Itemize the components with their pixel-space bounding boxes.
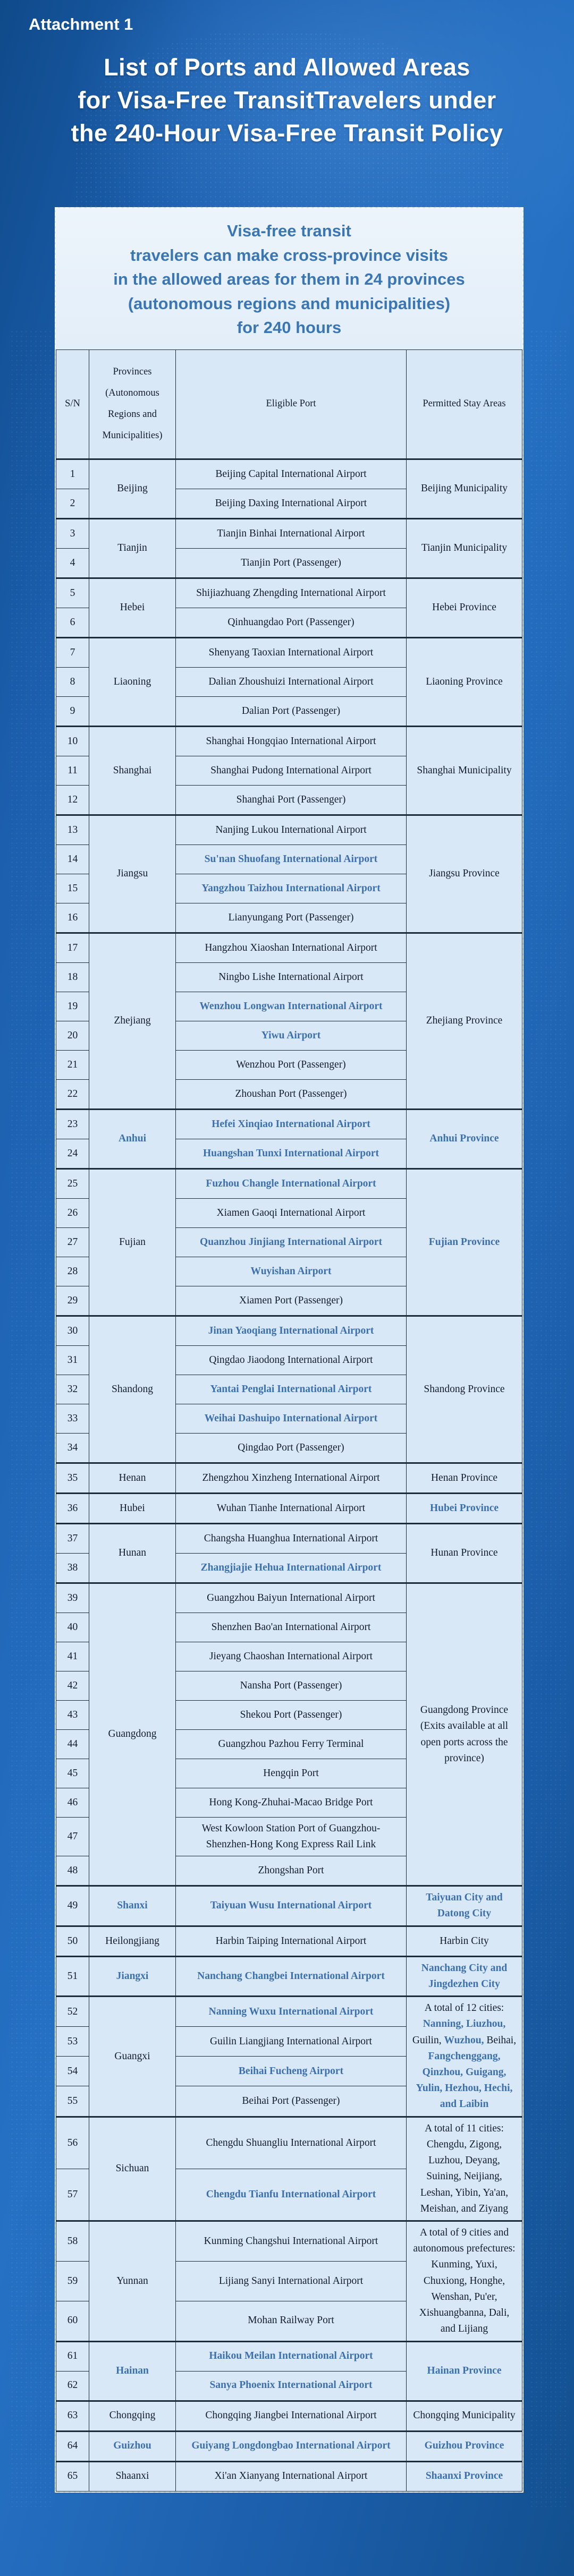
stay-segment: Wuzhou,	[444, 2034, 487, 2046]
port-cell: Guangzhou Baiyun International Airport	[176, 1583, 407, 1613]
sn-cell: 59	[56, 2261, 89, 2301]
port-cell: Nanchang Changbei International Airport	[176, 1956, 407, 1996]
sn-cell: 36	[56, 1493, 89, 1523]
table-body	[56, 459, 522, 2491]
port-cell: Beijing Capital International Airport	[176, 459, 407, 489]
stay-cell	[407, 1583, 522, 1886]
subtitle-block	[56, 208, 522, 349]
page-title-line-2: for Visa-Free TransitTravelers under	[78, 87, 496, 114]
port-cell: Dalian Port (Passenger)	[176, 696, 407, 726]
stay-cell	[407, 2461, 522, 2491]
table-row	[56, 2341, 522, 2371]
stay-segment: Anhui Province	[429, 1133, 499, 1145]
sn-cell: 9	[56, 696, 89, 726]
subtitle-line-1: Visa-free transit	[227, 221, 351, 240]
sn-cell: 31	[56, 1345, 89, 1375]
port-cell: Xiamen Gaoqi International Airport	[176, 1198, 407, 1227]
sn-cell: 5	[56, 578, 89, 608]
port-cell: Jieyang Chaoshan International Airport	[176, 1642, 407, 1671]
province-cell: Hunan	[89, 1523, 176, 1583]
sn-cell: 12	[56, 785, 89, 815]
stay-segment: Jiangsu Province	[429, 868, 500, 880]
port-cell: Beihai Port (Passenger)	[176, 2086, 407, 2117]
sn-cell: 32	[56, 1375, 89, 1404]
table-row	[56, 1956, 522, 1996]
attachment-label: Attachment 1	[29, 15, 133, 33]
stay-segment: Fangchenggang,	[428, 2050, 501, 2062]
port-cell: Chengdu Shuangliu International Airport	[176, 2117, 407, 2169]
table-row	[56, 1463, 522, 1493]
sn-cell: 25	[56, 1168, 89, 1198]
province-cell: Sichuan	[89, 2117, 176, 2221]
stay-segment: Guangdong Province (Exits available at all open ports across the province)	[420, 1704, 509, 1764]
table-row	[56, 815, 522, 845]
table-row	[56, 2401, 522, 2431]
sn-cell: 10	[56, 726, 89, 756]
sn-cell: 58	[56, 2221, 89, 2261]
stay-cell	[407, 1997, 522, 2117]
port-cell: Shanghai Hongqiao International Airport	[176, 726, 407, 756]
page-title	[0, 51, 574, 150]
sn-cell: 40	[56, 1613, 89, 1642]
sn-cell: 11	[56, 756, 89, 785]
port-cell: Chengdu Tianfu International Airport	[176, 2169, 407, 2221]
stay-segment: Nanchang City and Jingdezhen City	[421, 1962, 508, 1990]
stay-segment: Guizhou Province	[424, 2440, 504, 2452]
port-cell: Beijing Daxing International Airport	[176, 489, 407, 518]
sn-cell: 62	[56, 2371, 89, 2401]
stay-segment: Taiyuan City and Datong City	[426, 1892, 503, 1920]
stay-cell	[407, 1886, 522, 1926]
stay-cell	[407, 1956, 522, 1996]
port-cell: Dalian Zhoushuizi International Airport	[176, 667, 407, 696]
port-cell: Zhongshan Port	[176, 1856, 407, 1886]
stay-segment: Shandong Province	[424, 1383, 505, 1395]
province-cell: Jiangxi	[89, 1956, 176, 1996]
port-cell: Zhoushan Port (Passenger)	[176, 1079, 407, 1109]
province-cell: Heilongjiang	[89, 1926, 176, 1956]
port-cell: Zhengzhou Xinzheng International Airport	[176, 1463, 407, 1493]
stay-segment: Hainan Province	[427, 2365, 502, 2376]
province-cell: Hubei	[89, 1493, 176, 1523]
port-cell: Wenzhou Port (Passenger)	[176, 1050, 407, 1079]
sn-cell: 44	[56, 1729, 89, 1759]
port-cell: Fuzhou Changle International Airport	[176, 1168, 407, 1198]
province-cell: Guangxi	[89, 1997, 176, 2117]
sn-cell: 47	[56, 1817, 89, 1856]
table-row	[56, 1109, 522, 1139]
stay-segment: A total of 9 cities and autonomous prefectures: Kunming, Yuxi, Chuxiong, Honghe, Wenshan, Pu'er, Xishuangbanna, Dali, and Lijiang	[413, 2227, 516, 2335]
sn-cell: 16	[56, 903, 89, 933]
sn-cell: 2	[56, 489, 89, 518]
port-cell: Nanning Wuxu International Airport	[176, 1997, 407, 2027]
port-cell: Hengqin Port	[176, 1759, 407, 1788]
province-cell: Anhui	[89, 1109, 176, 1168]
sn-cell: 45	[56, 1759, 89, 1788]
sn-cell: 26	[56, 1198, 89, 1227]
table-row	[56, 2117, 522, 2169]
stay-segment: Liaoning Province	[426, 676, 503, 687]
port-cell: Nansha Port (Passenger)	[176, 1671, 407, 1700]
column-header-sn: S/N	[56, 349, 89, 459]
port-cell: Tianjin Binhai International Airport	[176, 518, 407, 548]
province-cell: Hebei	[89, 578, 176, 637]
sn-cell: 30	[56, 1316, 89, 1345]
port-cell: Qinhuangdao Port (Passenger)	[176, 608, 407, 637]
port-cell: Weihai Dashuipo International Airport	[176, 1404, 407, 1433]
sn-cell: 3	[56, 518, 89, 548]
port-cell: Chongqing Jiangbei International Airport	[176, 2401, 407, 2431]
stay-cell	[407, 2117, 522, 2221]
sn-cell: 55	[56, 2086, 89, 2117]
province-cell: Yunnan	[89, 2221, 176, 2341]
port-cell: Yantai Penglai International Airport	[176, 1375, 407, 1404]
port-cell: Xi'an Xianyang International Airport	[176, 2461, 407, 2491]
sn-cell: 43	[56, 1700, 89, 1729]
sn-cell: 46	[56, 1788, 89, 1817]
sn-cell: 50	[56, 1926, 89, 1956]
province-cell: Shanghai	[89, 726, 176, 815]
sn-cell: 49	[56, 1886, 89, 1926]
stay-segment: Liuzhou,	[466, 2018, 506, 2030]
port-cell: Wuhan Tianhe International Airport	[176, 1493, 407, 1523]
stay-cell	[407, 1316, 522, 1463]
province-cell: Chongqing	[89, 2401, 176, 2431]
port-cell: Tianjin Port (Passenger)	[176, 548, 407, 578]
sn-cell: 63	[56, 2401, 89, 2431]
port-cell: Shanghai Pudong International Airport	[176, 756, 407, 785]
sn-cell: 56	[56, 2117, 89, 2169]
province-cell: Tianjin	[89, 518, 176, 578]
sn-cell: 8	[56, 667, 89, 696]
sn-cell: 14	[56, 845, 89, 874]
table-row	[56, 578, 522, 608]
subtitle-line-5: for 240 hours	[237, 318, 342, 337]
sn-cell: 34	[56, 1433, 89, 1463]
port-cell: Yiwu Airport	[176, 1021, 407, 1050]
province-cell: Zhejiang	[89, 933, 176, 1109]
stay-segment: Nanning,	[423, 2018, 467, 2030]
table-row	[56, 1926, 522, 1956]
sn-cell: 51	[56, 1956, 89, 1996]
table-row	[56, 726, 522, 756]
sn-cell: 23	[56, 1109, 89, 1139]
table-row	[56, 1886, 522, 1926]
province-cell: Guizhou	[89, 2431, 176, 2461]
table-row	[56, 1583, 522, 1613]
port-cell: Guilin Liangjiang International Airport	[176, 2027, 407, 2057]
table-header-row	[56, 349, 522, 459]
stay-cell	[407, 1109, 522, 1168]
stay-segment: Beijing Municipality	[420, 483, 508, 494]
sn-cell: 19	[56, 992, 89, 1021]
table-row	[56, 1316, 522, 1345]
sn-cell: 7	[56, 637, 89, 667]
province-cell: Shandong	[89, 1316, 176, 1463]
sn-cell: 29	[56, 1286, 89, 1316]
sn-cell: 35	[56, 1463, 89, 1493]
stay-segment: Qinzhou,	[422, 2067, 466, 2078]
sn-cell: 64	[56, 2431, 89, 2461]
stay-segment: and Laibin	[440, 2099, 489, 2110]
table-row	[56, 1168, 522, 1198]
port-cell: Wuyishan Airport	[176, 1257, 407, 1286]
subtitle-line-3: in the allowed areas for them in 24 provinces	[113, 270, 465, 289]
stay-cell	[407, 2401, 522, 2431]
subtitle-line-4: (autonomous regions and municipalities)	[128, 294, 451, 313]
port-cell: Beihai Fucheng Airport	[176, 2057, 407, 2086]
stay-segment: Hunan Province	[430, 1547, 498, 1559]
port-cell: Mohan Railway Port	[176, 2301, 407, 2341]
sn-cell: 15	[56, 874, 89, 903]
province-cell: Jiangsu	[89, 815, 176, 933]
stay-segment: A total of 11 cities: Chengdu, Zigong, Luzhou, Deyang, Suining, Neijiang, Leshan, Yibin, Ya'an, Meishan, and Ziyang	[420, 2122, 509, 2214]
stay-segment: Shanghai Municipality	[417, 764, 512, 776]
stay-cell	[407, 815, 522, 933]
port-cell: Lijiang Sanyi International Airport	[176, 2261, 407, 2301]
port-cell: Shanghai Port (Passenger)	[176, 785, 407, 815]
port-cell: Zhangjiajie Hehua International Airport	[176, 1553, 407, 1583]
sn-cell: 38	[56, 1553, 89, 1583]
port-cell: Shenzhen Bao'an International Airport	[176, 1613, 407, 1642]
port-cell: Quanzhou Jinjiang International Airport	[176, 1227, 407, 1257]
stay-segment: Guilin,	[412, 2034, 444, 2046]
stay-cell	[407, 2341, 522, 2401]
sn-cell: 6	[56, 608, 89, 637]
sn-cell: 39	[56, 1583, 89, 1613]
port-cell: Guangzhou Pazhou Ferry Terminal	[176, 1729, 407, 1759]
sn-cell: 20	[56, 1021, 89, 1050]
sn-cell: 61	[56, 2341, 89, 2371]
sn-cell: 28	[56, 1257, 89, 1286]
subtitle-line-2: travelers can make cross-province visits	[130, 245, 448, 265]
table-row	[56, 1493, 522, 1523]
port-cell: Jinan Yaoqiang International Airport	[176, 1316, 407, 1345]
stay-segment: Tianjin Municipality	[421, 542, 508, 554]
province-cell: Beijing	[89, 459, 176, 518]
page-title-line-1: List of Ports and Allowed Areas	[104, 54, 470, 81]
table-row	[56, 1523, 522, 1553]
stay-cell	[407, 2431, 522, 2461]
dots-strip-right	[529, 329, 568, 2507]
page-title-line-3: the 240-Hour Visa-Free Transit Policy	[71, 120, 503, 147]
province-cell: Liaoning	[89, 637, 176, 726]
province-cell: Hainan	[89, 2341, 176, 2401]
table-row	[56, 2461, 522, 2491]
stay-segment: Guigang, Yulin,	[416, 2067, 507, 2094]
stay-cell	[407, 1523, 522, 1583]
stay-cell	[407, 726, 522, 815]
sn-cell: 41	[56, 1642, 89, 1671]
sn-cell: 65	[56, 2461, 89, 2491]
sn-cell: 54	[56, 2057, 89, 2086]
stay-segment: Chongqing Municipality	[413, 2410, 516, 2421]
stay-segment: Fujian Province	[428, 1236, 500, 1248]
stay-segment: A total of 12 cities:	[424, 2002, 504, 2014]
stay-segment: Harbin City	[440, 1935, 489, 1947]
province-cell: Henan	[89, 1463, 176, 1493]
port-cell: Shijiazhuang Zhengding International Airport	[176, 578, 407, 608]
stay-segment: Hezhou, Hechi,	[445, 2083, 513, 2094]
sn-cell: 37	[56, 1523, 89, 1553]
column-header-province: Provinces (Autonomous Regions and Municipalities)	[89, 349, 176, 459]
sn-cell: 13	[56, 815, 89, 845]
table-row	[56, 637, 522, 667]
table-row	[56, 459, 522, 489]
table-row	[56, 1997, 522, 2027]
sn-cell: 53	[56, 2027, 89, 2057]
port-cell: Yangzhou Taizhou International Airport	[176, 874, 407, 903]
content-panel	[55, 207, 524, 2493]
stay-cell	[407, 1926, 522, 1956]
column-header-stay: Permitted Stay Areas	[407, 349, 522, 459]
sn-cell: 57	[56, 2169, 89, 2221]
port-cell: Kunming Changshui International Airport	[176, 2221, 407, 2261]
port-cell: Taiyuan Wusu International Airport	[176, 1886, 407, 1926]
port-cell: West Kowloon Station Port of Guangzhou-Shenzhen-Hong Kong Express Rail Link	[176, 1817, 407, 1856]
sn-cell: 21	[56, 1050, 89, 1079]
port-cell: Huangshan Tunxi International Airport	[176, 1139, 407, 1168]
stay-cell	[407, 637, 522, 726]
port-cell: Shekou Port (Passenger)	[176, 1700, 407, 1729]
port-cell: Hefei Xinqiao International Airport	[176, 1109, 407, 1139]
stay-cell	[407, 459, 522, 518]
port-cell: Qingdao Port (Passenger)	[176, 1433, 407, 1463]
stay-cell	[407, 578, 522, 637]
sn-cell: 52	[56, 1997, 89, 2027]
province-cell: Shaanxi	[89, 2461, 176, 2491]
port-cell: Wenzhou Longwan International Airport	[176, 992, 407, 1021]
stay-cell	[407, 2221, 522, 2341]
sn-cell: 42	[56, 1671, 89, 1700]
sn-cell: 60	[56, 2301, 89, 2341]
ports-table	[56, 349, 522, 2492]
port-cell: Shenyang Taoxian International Airport	[176, 637, 407, 667]
port-cell: Changsha Huanghua International Airport	[176, 1523, 407, 1553]
stay-cell	[407, 518, 522, 578]
sn-cell: 17	[56, 933, 89, 962]
port-cell: Sanya Phoenix International Airport	[176, 2371, 407, 2401]
dots-strip-left	[10, 329, 52, 2507]
sn-cell: 4	[56, 548, 89, 578]
port-cell: Su'nan Shuofang International Airport	[176, 845, 407, 874]
stay-segment: Shaanxi Province	[425, 2470, 503, 2482]
sn-cell: 33	[56, 1404, 89, 1433]
sn-cell: 24	[56, 1139, 89, 1168]
table-row	[56, 933, 522, 962]
stay-cell	[407, 1493, 522, 1523]
port-cell: Lianyungang Port (Passenger)	[176, 903, 407, 933]
port-cell: Harbin Taiping International Airport	[176, 1926, 407, 1956]
table-row	[56, 518, 522, 548]
province-cell: Fujian	[89, 1168, 176, 1316]
stay-segment: Henan Province	[430, 1472, 498, 1483]
sn-cell: 1	[56, 459, 89, 489]
port-cell: Hangzhou Xiaoshan International Airport	[176, 933, 407, 962]
port-cell: Xiamen Port (Passenger)	[176, 1286, 407, 1316]
port-cell: Ningbo Lishe International Airport	[176, 962, 407, 992]
province-cell: Guangdong	[89, 1583, 176, 1886]
province-cell: Shanxi	[89, 1886, 176, 1926]
stay-segment: Hebei Province	[432, 602, 496, 613]
port-cell: Guiyang Longdongbao International Airport	[176, 2431, 407, 2461]
column-header-port: Eligible Port	[176, 349, 407, 459]
stay-cell	[407, 933, 522, 1109]
stay-segment: Zhejiang Province	[426, 1015, 503, 1027]
table-row	[56, 2431, 522, 2461]
sn-cell: 48	[56, 1856, 89, 1886]
stay-cell	[407, 1463, 522, 1493]
stay-segment: Beihai,	[486, 2034, 517, 2046]
stay-segment: Hubei Province	[429, 1502, 499, 1514]
sn-cell: 27	[56, 1227, 89, 1257]
sn-cell: 22	[56, 1079, 89, 1109]
table-row	[56, 2221, 522, 2261]
port-cell: Qingdao Jiaodong International Airport	[176, 1345, 407, 1375]
stay-cell	[407, 1168, 522, 1316]
port-cell: Haikou Meilan International Airport	[176, 2341, 407, 2371]
sn-cell: 18	[56, 962, 89, 992]
port-cell: Nanjing Lukou International Airport	[176, 815, 407, 845]
port-cell: Hong Kong-Zhuhai-Macao Bridge Port	[176, 1788, 407, 1817]
